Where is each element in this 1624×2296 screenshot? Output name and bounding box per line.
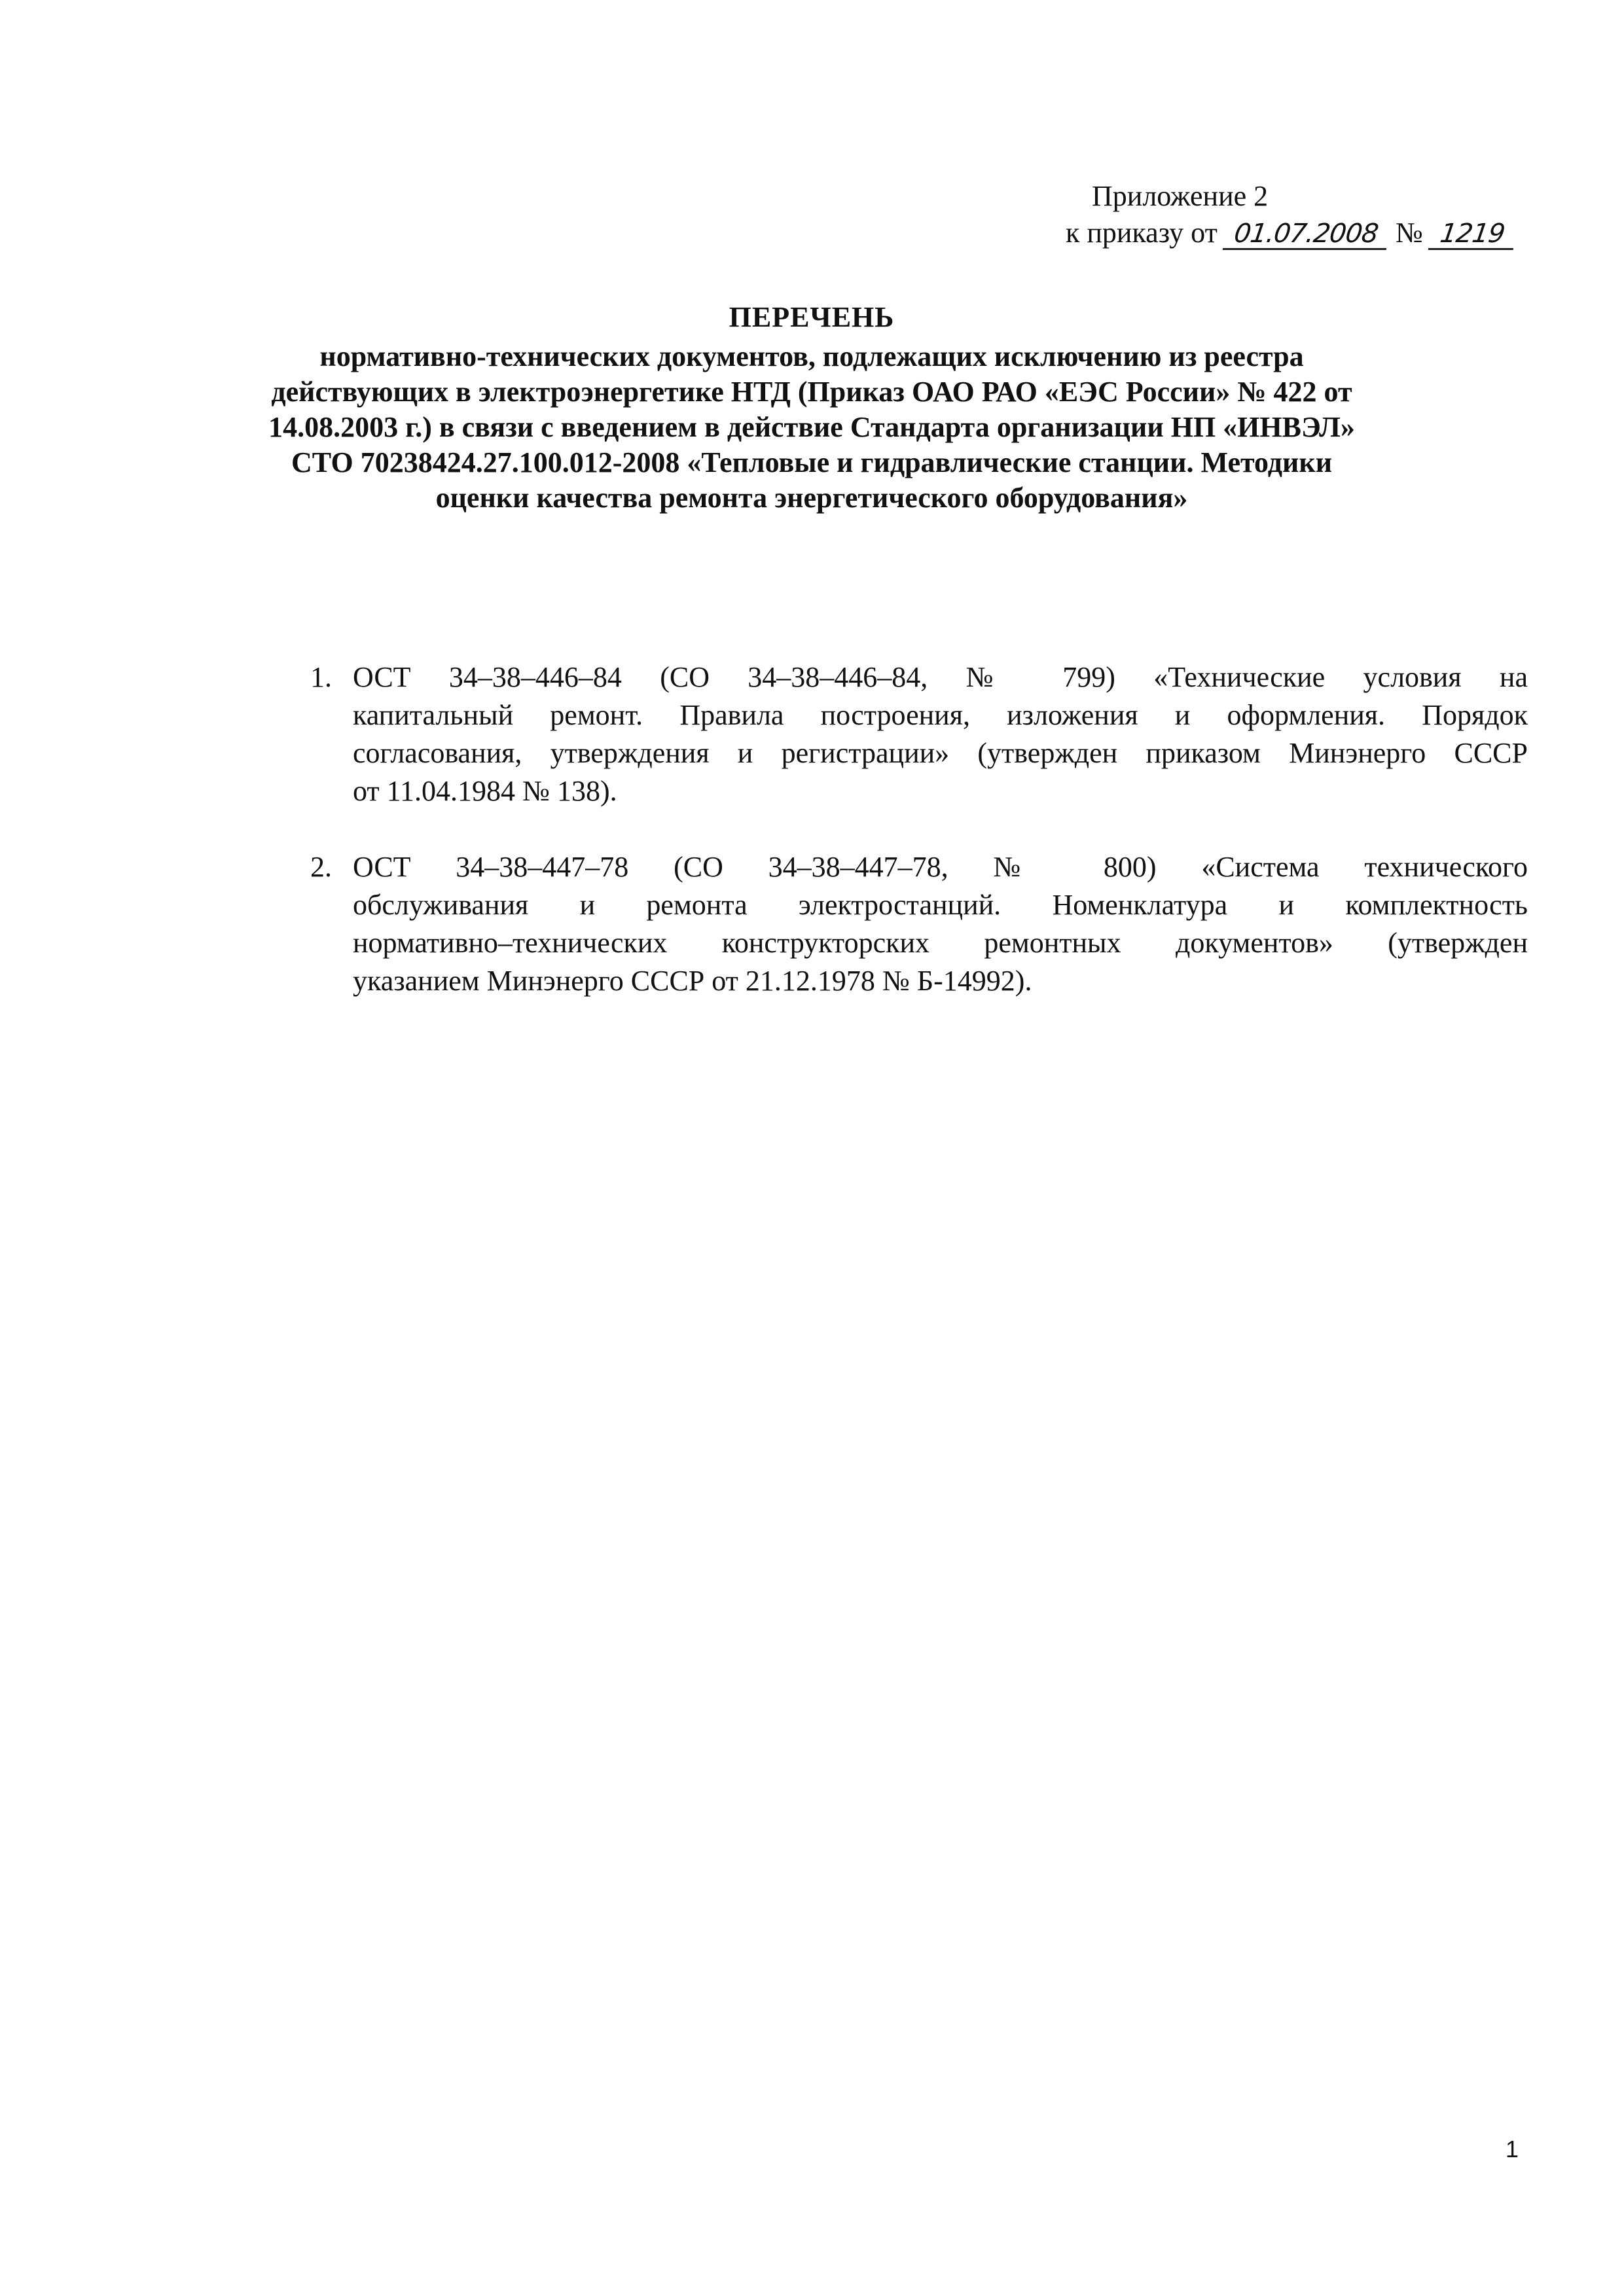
page-number: 1	[1506, 2136, 1519, 2162]
handwritten-order-number: 1219	[1428, 219, 1518, 250]
list-item-line: указанием Минэнерго СССР от 21.12.1978 № Б-14992).	[353, 965, 1032, 997]
title-heading: ПЕРЕЧЕНЬ	[729, 301, 895, 333]
list-item-line: от 11.04.1984 № 138).	[353, 775, 617, 807]
appendix-label: Приложение 2	[1092, 180, 1269, 212]
list-item-line: согласования, утверждения и регистрации» (утвержден приказом Минэнерго СССР	[353, 737, 1528, 769]
list-item-line: нормативно–технических конструкторских ремонтных документов» (утвержден	[353, 927, 1528, 959]
title-line: 14.08.2003 г.) в связи с введением в действие Стандарта организации НП «ИНВЭЛ»	[268, 411, 1355, 443]
order-reference	[1066, 215, 1563, 251]
list-item-number: 2.	[310, 851, 332, 883]
list-item-line: капитальный ремонт. Правила построения, изложения и оформления. Порядок	[353, 699, 1528, 731]
order-reference-prefix: к приказу от	[1066, 217, 1218, 249]
number-sign: №	[1395, 217, 1423, 249]
handwritten-order-date: 01.07.2008	[1223, 219, 1391, 250]
list-item-number: 1.	[310, 661, 332, 693]
title-line: действующих в электроэнергетике НТД (Приказ ОАО РАО «ЕЭС России» № 422 от	[271, 376, 1352, 408]
document-title	[196, 300, 1427, 516]
title-line: нормативно-технических документов, подлежащих исключению из реестра	[319, 340, 1304, 372]
list-item-line: обслуживания и ремонта электростанций. Номенклатура и комплектность	[353, 889, 1528, 921]
list-item-line: ОСТ 34–38–447–78 (СО 34–38–447–78, № 800) «Система технического	[353, 851, 1528, 883]
appendix-header	[1066, 178, 1563, 251]
document-list	[310, 658, 1528, 1000]
title-line: оценки качества ремонта энергетического оборудования»	[435, 482, 1188, 514]
list-item-line: ОСТ 34–38–446–84 (СО 34–38–446–84, № 799) «Технические условия на	[353, 661, 1528, 693]
title-line: СТО 70238424.27.100.012-2008 «Тепловые и гидравлические станции. Методики	[291, 446, 1333, 478]
list-item	[310, 658, 1528, 810]
list-item	[310, 848, 1528, 1000]
